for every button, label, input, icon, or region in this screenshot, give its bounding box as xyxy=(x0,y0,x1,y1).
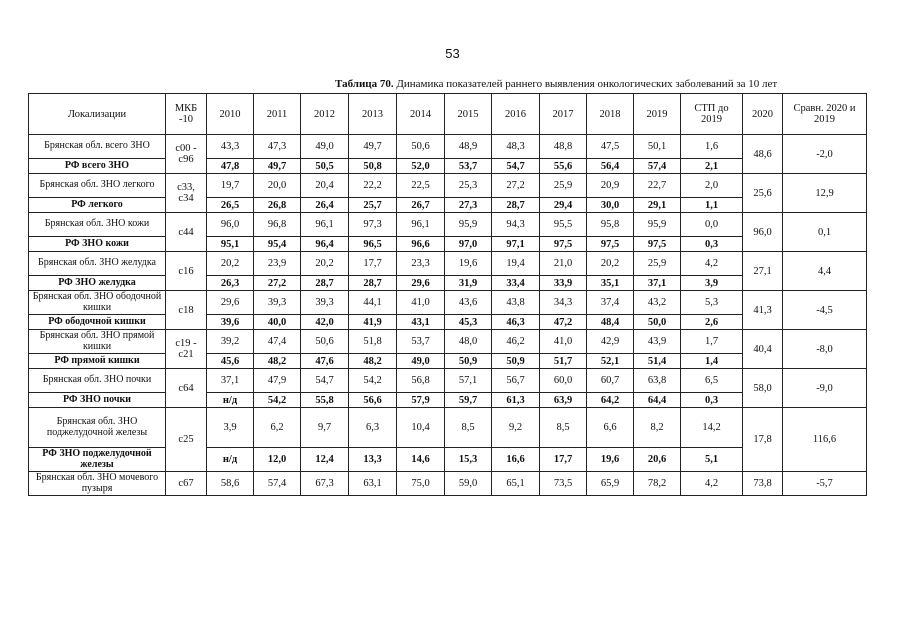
comparison-cell: 12,9 xyxy=(783,174,867,213)
value-2020-cell: 17,8 xyxy=(743,408,783,472)
value-cell: 19,4 xyxy=(492,252,540,276)
localization-cell: Брянская обл. ЗНО ободочной кишки xyxy=(29,291,166,315)
header-cell: 2012 xyxy=(301,94,349,135)
table-row-region xyxy=(29,472,867,496)
localization-cell: Брянская обл. ЗНО кожи xyxy=(29,213,166,237)
table-row-region xyxy=(29,291,867,315)
value-cell: н/д xyxy=(207,448,254,472)
value-cell: 48,8 xyxy=(540,135,587,159)
value-2020-cell: 41,3 xyxy=(743,291,783,330)
table-row-region xyxy=(29,213,867,237)
value-cell: 96,1 xyxy=(301,213,349,237)
value-cell: 26,7 xyxy=(397,198,445,213)
icd-code-cell: с64 xyxy=(166,369,207,408)
value-cell: 47,5 xyxy=(587,135,634,159)
value-cell: 26,3 xyxy=(207,276,254,291)
value-cell: 50,9 xyxy=(492,354,540,369)
icd-code-cell: с19 - с21 xyxy=(166,330,207,369)
table-row-rf xyxy=(29,237,867,252)
value-cell: 41,0 xyxy=(397,291,445,315)
comparison-cell: -4,5 xyxy=(783,291,867,330)
header-cell: 2019 xyxy=(634,94,681,135)
localization-cell: РФ всего ЗНО xyxy=(29,159,166,174)
icd-code-cell: с33, с34 xyxy=(166,174,207,213)
value-cell: 56,8 xyxy=(397,369,445,393)
comparison-cell: -2,0 xyxy=(783,135,867,174)
value-cell: 52,1 xyxy=(587,354,634,369)
value-cell: 20,9 xyxy=(587,174,634,198)
value-cell: 29,1 xyxy=(634,198,681,213)
table-row-region xyxy=(29,369,867,393)
table-caption xyxy=(335,78,777,90)
comparison-cell: -5,7 xyxy=(783,472,867,496)
stp-cell: 6,5 xyxy=(681,369,743,393)
value-cell: 43,9 xyxy=(634,330,681,354)
value-2020-cell: 73,8 xyxy=(743,472,783,496)
value-cell: 9,2 xyxy=(492,408,540,448)
value-cell: 37,1 xyxy=(634,276,681,291)
value-cell: 49,7 xyxy=(254,159,301,174)
value-cell: 30,0 xyxy=(587,198,634,213)
value-cell: 65,1 xyxy=(492,472,540,496)
value-cell: 45,6 xyxy=(207,354,254,369)
localization-cell: РФ ЗНО кожи xyxy=(29,237,166,252)
value-cell: 56,6 xyxy=(349,393,397,408)
table-row-rf xyxy=(29,315,867,330)
value-cell: 48,2 xyxy=(254,354,301,369)
table-row-region xyxy=(29,174,867,198)
value-cell: 96,8 xyxy=(254,213,301,237)
value-cell: 8,2 xyxy=(634,408,681,448)
value-cell: 58,6 xyxy=(207,472,254,496)
table-body xyxy=(29,135,867,496)
value-cell: 20,2 xyxy=(301,252,349,276)
table-row-region xyxy=(29,135,867,159)
caption-label: Таблица 70. xyxy=(335,78,394,90)
table-row-rf xyxy=(29,354,867,369)
comparison-cell: 0,1 xyxy=(783,213,867,252)
value-cell: 61,3 xyxy=(492,393,540,408)
value-cell: 19,6 xyxy=(445,252,492,276)
value-cell: 95,9 xyxy=(445,213,492,237)
value-cell: 20,0 xyxy=(254,174,301,198)
value-cell: 49,7 xyxy=(349,135,397,159)
value-cell: 52,0 xyxy=(397,159,445,174)
stp-cell: 14,2 xyxy=(681,408,743,448)
value-cell: 22,7 xyxy=(634,174,681,198)
value-cell: 97,3 xyxy=(349,213,397,237)
value-cell: 41,9 xyxy=(349,315,397,330)
table-row-rf xyxy=(29,448,867,472)
page-number: 53 xyxy=(445,46,460,61)
value-cell: 59,7 xyxy=(445,393,492,408)
value-cell: 28,7 xyxy=(349,276,397,291)
value-cell: 19,6 xyxy=(587,448,634,472)
value-cell: 54,7 xyxy=(301,369,349,393)
value-cell: 43,2 xyxy=(634,291,681,315)
value-cell: 16,6 xyxy=(492,448,540,472)
value-cell: 17,7 xyxy=(349,252,397,276)
value-cell: 48,0 xyxy=(445,330,492,354)
value-cell: 56,7 xyxy=(492,369,540,393)
value-cell: 12,0 xyxy=(254,448,301,472)
value-cell: 6,6 xyxy=(587,408,634,448)
stp-cell: 5,3 xyxy=(681,291,743,315)
value-cell: 34,3 xyxy=(540,291,587,315)
localization-cell: РФ ЗНО почки xyxy=(29,393,166,408)
value-cell: 96,1 xyxy=(397,213,445,237)
value-cell: 54,2 xyxy=(349,369,397,393)
comparison-cell: -8,0 xyxy=(783,330,867,369)
value-cell: 29,4 xyxy=(540,198,587,213)
value-cell: 42,0 xyxy=(301,315,349,330)
value-cell: 64,4 xyxy=(634,393,681,408)
value-cell: 12,4 xyxy=(301,448,349,472)
value-cell: 57,4 xyxy=(254,472,301,496)
stp-cell: 2,1 xyxy=(681,159,743,174)
localization-cell: Брянская обл. ЗНО почки xyxy=(29,369,166,393)
stp-cell: 1,6 xyxy=(681,135,743,159)
header-row xyxy=(29,94,867,135)
comparison-cell: -9,0 xyxy=(783,369,867,408)
value-cell: 25,7 xyxy=(349,198,397,213)
header-cell: 2010 xyxy=(207,94,254,135)
caption-text: Динамика показателей раннего выявления онкологических заболеваний за 10 лет xyxy=(396,78,778,90)
icd-code-cell: с67 xyxy=(166,472,207,496)
value-cell: 51,7 xyxy=(540,354,587,369)
value-cell: 47,4 xyxy=(254,330,301,354)
value-cell: 47,8 xyxy=(207,159,254,174)
value-cell: 22,2 xyxy=(349,174,397,198)
value-cell: 40,0 xyxy=(254,315,301,330)
value-cell: 60,7 xyxy=(587,369,634,393)
header-cell: 2018 xyxy=(587,94,634,135)
value-cell: 20,2 xyxy=(207,252,254,276)
stp-cell: 0,3 xyxy=(681,237,743,252)
header-cell: 2013 xyxy=(349,94,397,135)
localization-cell: Брянская обл. ЗНО прямой кишки xyxy=(29,330,166,354)
value-cell: 6,3 xyxy=(349,408,397,448)
localization-cell: Брянская обл. ЗНО легкого xyxy=(29,174,166,198)
table-row-region xyxy=(29,330,867,354)
table-row-rf xyxy=(29,276,867,291)
value-cell: 50,9 xyxy=(445,354,492,369)
localization-cell: Брянская обл. ЗНО поджелудочной железы xyxy=(29,408,166,448)
table-row-rf xyxy=(29,198,867,213)
value-cell: 96,5 xyxy=(349,237,397,252)
localization-cell: Брянская обл. ЗНО мочевого пузыря xyxy=(29,472,166,496)
value-cell: 48,4 xyxy=(587,315,634,330)
table-row-rf xyxy=(29,393,867,408)
value-2020-cell: 25,6 xyxy=(743,174,783,213)
value-2020-cell: 48,6 xyxy=(743,135,783,174)
value-cell: 20,6 xyxy=(634,448,681,472)
value-cell: 96,4 xyxy=(301,237,349,252)
value-cell: 95,1 xyxy=(207,237,254,252)
value-cell: 42,9 xyxy=(587,330,634,354)
value-2020-cell: 27,1 xyxy=(743,252,783,291)
stp-cell: 2,0 xyxy=(681,174,743,198)
value-cell: 95,9 xyxy=(634,213,681,237)
value-cell: 95,8 xyxy=(587,213,634,237)
value-cell: 55,8 xyxy=(301,393,349,408)
value-cell: 55,6 xyxy=(540,159,587,174)
value-cell: 53,7 xyxy=(397,330,445,354)
value-cell: 29,6 xyxy=(397,276,445,291)
header-cell: МКБ -10 xyxy=(166,94,207,135)
value-cell: 27,2 xyxy=(492,174,540,198)
value-cell: 25,9 xyxy=(634,252,681,276)
value-cell: 50,6 xyxy=(397,135,445,159)
localization-cell: Брянская обл. всего ЗНО xyxy=(29,135,166,159)
value-cell: 43,1 xyxy=(397,315,445,330)
header-cell: Сравн. 2020 и 2019 xyxy=(783,94,867,135)
stp-cell: 1,4 xyxy=(681,354,743,369)
value-cell: 57,9 xyxy=(397,393,445,408)
value-cell: 29,6 xyxy=(207,291,254,315)
value-cell: 97,5 xyxy=(587,237,634,252)
value-cell: 23,9 xyxy=(254,252,301,276)
table-row-region xyxy=(29,252,867,276)
stp-cell: 4,2 xyxy=(681,472,743,496)
value-cell: 97,5 xyxy=(634,237,681,252)
value-cell: 48,3 xyxy=(492,135,540,159)
localization-cell: РФ ЗНО поджелудочной железы xyxy=(29,448,166,472)
value-cell: 57,1 xyxy=(445,369,492,393)
localization-cell: РФ ободочной кишки xyxy=(29,315,166,330)
value-cell: 47,2 xyxy=(540,315,587,330)
value-2020-cell: 58,0 xyxy=(743,369,783,408)
value-cell: 96,0 xyxy=(207,213,254,237)
localization-cell: Брянская обл. ЗНО желудка xyxy=(29,252,166,276)
stp-cell: 2,6 xyxy=(681,315,743,330)
localization-cell: РФ прямой кишки xyxy=(29,354,166,369)
stp-cell: 1,7 xyxy=(681,330,743,354)
icd-code-cell: с18 xyxy=(166,291,207,330)
value-cell: 26,5 xyxy=(207,198,254,213)
header-cell: 2020 xyxy=(743,94,783,135)
value-cell: 78,2 xyxy=(634,472,681,496)
value-cell: 37,1 xyxy=(207,369,254,393)
value-cell: 45,3 xyxy=(445,315,492,330)
value-cell: 59,0 xyxy=(445,472,492,496)
icd-code-cell: с44 xyxy=(166,213,207,252)
value-cell: 20,4 xyxy=(301,174,349,198)
value-cell: 48,2 xyxy=(349,354,397,369)
early-detection-table xyxy=(28,93,867,496)
value-cell: 97,5 xyxy=(540,237,587,252)
value-cell: 97,0 xyxy=(445,237,492,252)
header-cell: Локализации xyxy=(29,94,166,135)
value-cell: 10,4 xyxy=(397,408,445,448)
value-cell: 22,5 xyxy=(397,174,445,198)
value-cell: 51,4 xyxy=(634,354,681,369)
stp-cell: 3,9 xyxy=(681,276,743,291)
stp-cell: 5,1 xyxy=(681,448,743,472)
value-cell: 21,0 xyxy=(540,252,587,276)
value-cell: 26,4 xyxy=(301,198,349,213)
value-cell: 54,2 xyxy=(254,393,301,408)
value-cell: 39,6 xyxy=(207,315,254,330)
value-cell: 20,2 xyxy=(587,252,634,276)
value-cell: 54,7 xyxy=(492,159,540,174)
value-cell: 50,6 xyxy=(301,330,349,354)
value-cell: 50,8 xyxy=(349,159,397,174)
value-cell: 28,7 xyxy=(492,198,540,213)
header-cell: 2014 xyxy=(397,94,445,135)
value-cell: 39,2 xyxy=(207,330,254,354)
value-cell: 17,7 xyxy=(540,448,587,472)
icd-code-cell: с00 - с96 xyxy=(166,135,207,174)
stp-cell: 4,2 xyxy=(681,252,743,276)
value-2020-cell: 96,0 xyxy=(743,213,783,252)
value-cell: 33,4 xyxy=(492,276,540,291)
value-cell: 47,3 xyxy=(254,135,301,159)
value-cell: 95,5 xyxy=(540,213,587,237)
value-cell: 51,8 xyxy=(349,330,397,354)
value-cell: 26,8 xyxy=(254,198,301,213)
stp-cell: 0,3 xyxy=(681,393,743,408)
value-cell: 25,3 xyxy=(445,174,492,198)
value-cell: 64,2 xyxy=(587,393,634,408)
value-cell: 8,5 xyxy=(540,408,587,448)
value-cell: 8,5 xyxy=(445,408,492,448)
value-cell: 27,3 xyxy=(445,198,492,213)
value-cell: 44,1 xyxy=(349,291,397,315)
value-cell: 25,9 xyxy=(540,174,587,198)
value-cell: 73,5 xyxy=(540,472,587,496)
value-cell: 63,8 xyxy=(634,369,681,393)
value-cell: 49,0 xyxy=(301,135,349,159)
header-cell: 2011 xyxy=(254,94,301,135)
table-row-rf xyxy=(29,159,867,174)
stp-cell: 0,0 xyxy=(681,213,743,237)
value-cell: 43,6 xyxy=(445,291,492,315)
value-cell: 47,9 xyxy=(254,369,301,393)
value-cell: 48,9 xyxy=(445,135,492,159)
value-cell: 39,3 xyxy=(301,291,349,315)
value-cell: 50,0 xyxy=(634,315,681,330)
value-cell: 67,3 xyxy=(301,472,349,496)
value-cell: 94,3 xyxy=(492,213,540,237)
value-cell: 6,2 xyxy=(254,408,301,448)
value-cell: 14,6 xyxy=(397,448,445,472)
value-cell: 97,1 xyxy=(492,237,540,252)
table-row-region xyxy=(29,408,867,448)
value-cell: 46,2 xyxy=(492,330,540,354)
value-cell: 63,1 xyxy=(349,472,397,496)
value-cell: 50,5 xyxy=(301,159,349,174)
value-cell: 56,4 xyxy=(587,159,634,174)
comparison-cell: 4,4 xyxy=(783,252,867,291)
localization-cell: РФ легкого xyxy=(29,198,166,213)
value-cell: 37,4 xyxy=(587,291,634,315)
value-cell: 49,0 xyxy=(397,354,445,369)
value-cell: 35,1 xyxy=(587,276,634,291)
value-cell: 57,4 xyxy=(634,159,681,174)
value-cell: 27,2 xyxy=(254,276,301,291)
value-cell: 41,0 xyxy=(540,330,587,354)
value-cell: 19,7 xyxy=(207,174,254,198)
icd-code-cell: с25 xyxy=(166,408,207,472)
value-cell: 39,3 xyxy=(254,291,301,315)
header-cell: 2017 xyxy=(540,94,587,135)
comparison-cell: 116,6 xyxy=(783,408,867,472)
value-cell: 53,7 xyxy=(445,159,492,174)
value-cell: 31,9 xyxy=(445,276,492,291)
value-cell: 75,0 xyxy=(397,472,445,496)
icd-code-cell: с16 xyxy=(166,252,207,291)
value-cell: 46,3 xyxy=(492,315,540,330)
value-cell: 15,3 xyxy=(445,448,492,472)
value-cell: 43,3 xyxy=(207,135,254,159)
value-cell: 28,7 xyxy=(301,276,349,291)
stp-cell: 1,1 xyxy=(681,198,743,213)
value-cell: 47,6 xyxy=(301,354,349,369)
localization-cell: РФ ЗНО желудка xyxy=(29,276,166,291)
value-cell: 3,9 xyxy=(207,408,254,448)
value-cell: 65,9 xyxy=(587,472,634,496)
value-cell: 33,9 xyxy=(540,276,587,291)
value-cell: 63,9 xyxy=(540,393,587,408)
header-cell: СТП до 2019 xyxy=(681,94,743,135)
header-cell: 2016 xyxy=(492,94,540,135)
value-cell: н/д xyxy=(207,393,254,408)
value-cell: 9,7 xyxy=(301,408,349,448)
value-cell: 50,1 xyxy=(634,135,681,159)
value-cell: 96,6 xyxy=(397,237,445,252)
value-cell: 23,3 xyxy=(397,252,445,276)
value-cell: 43,8 xyxy=(492,291,540,315)
header-cell: 2015 xyxy=(445,94,492,135)
value-cell: 60,0 xyxy=(540,369,587,393)
value-cell: 13,3 xyxy=(349,448,397,472)
value-cell: 95,4 xyxy=(254,237,301,252)
value-2020-cell: 40,4 xyxy=(743,330,783,369)
